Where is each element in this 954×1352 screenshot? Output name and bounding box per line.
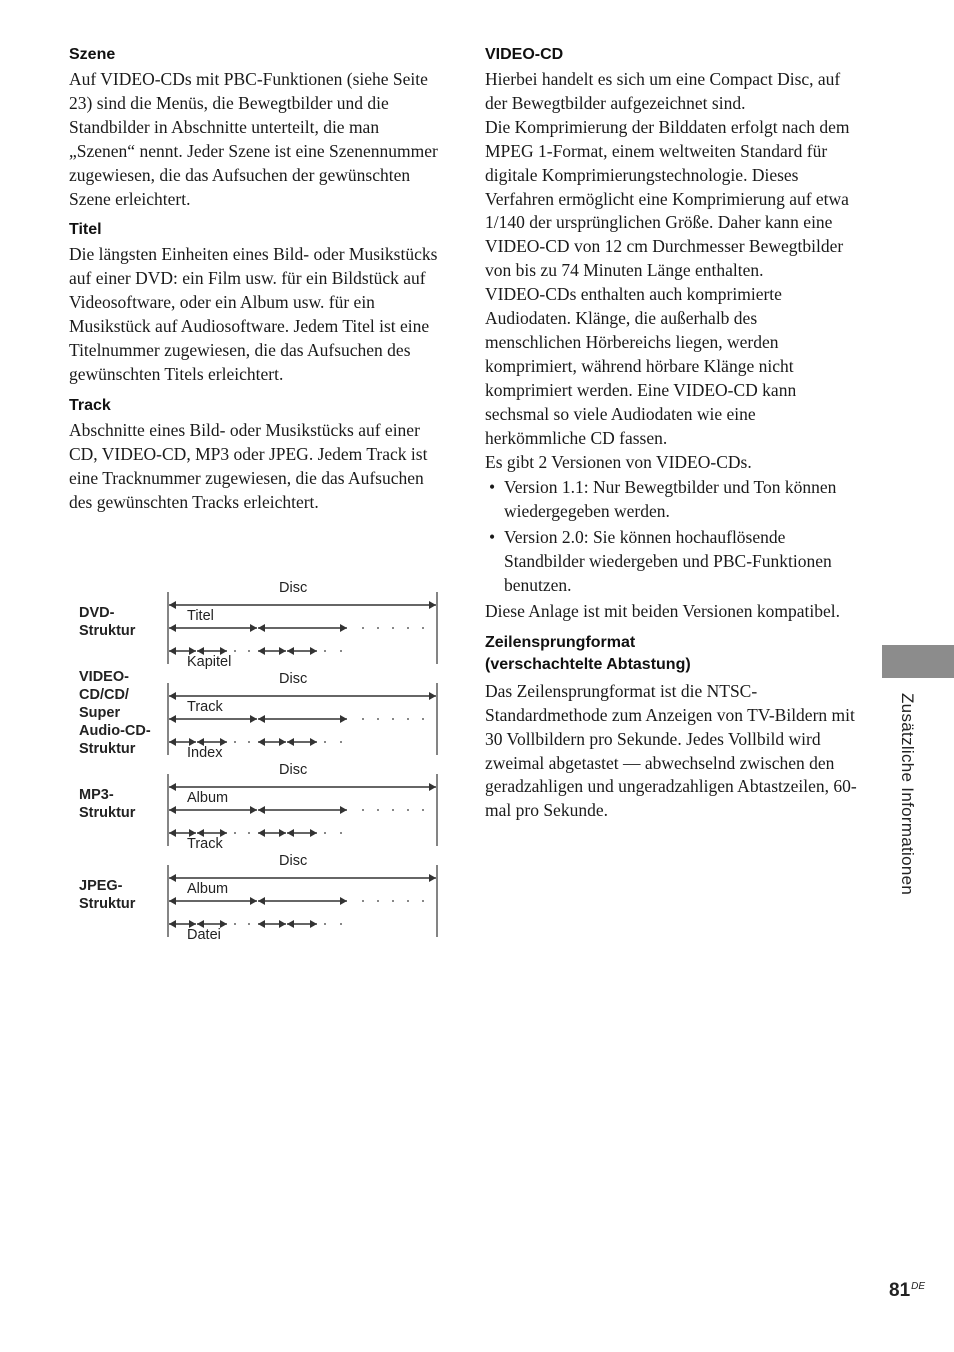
continuation-dots (377, 718, 379, 720)
continuation-dots (324, 741, 326, 743)
continuation-dots (234, 832, 236, 834)
version-list-item: • Version 2.0: Sie können hochauflösende Standbilder wiedergeben und PBC-Funktionen benutzen. (485, 526, 857, 598)
continuation-dots (340, 923, 342, 925)
bottom-arrow-arrow-right (310, 920, 317, 928)
videocd-closing: Diese Anlage ist mit beiden Versionen kompatibel. (485, 600, 840, 621)
disc-arrow-arrow-right (429, 783, 436, 791)
structure-label: VIDEO- (79, 669, 129, 685)
continuation-dots (234, 923, 236, 925)
continuation-dots (407, 900, 409, 902)
structure-label: Struktur (79, 741, 136, 757)
structure-label: Super (79, 705, 121, 721)
bottom-arrow-arrow-left (258, 920, 265, 928)
zeilensprung-text: Das Zeilensprungformat ist die NTSC-Standardmethode zum Anzeigen von TV-Bildern mit 30 Vollbildern pro Sekunde. Jedes Vollbild wird zweimal abgetastet — abwechselnd zwischen den geradzahligen und ungeradzahligen Abtastzeilen, 60-mal pro Sekunde. (485, 680, 857, 821)
continuation-dots (407, 809, 409, 811)
disc-label: Disc (279, 671, 308, 687)
disc-arrow-arrow-left (169, 874, 176, 882)
bottom-arrow-arrow-left (169, 829, 176, 837)
structure-label: MP3- (79, 787, 114, 803)
structure-label: Audio-CD- (79, 723, 151, 739)
continuation-dots (234, 741, 236, 743)
continuation-dots (407, 627, 409, 629)
bottom-arrow-arrow-left (169, 738, 176, 746)
continuation-dots (340, 832, 342, 834)
middle-arrow-arrow-right (340, 806, 347, 814)
disc-arrow-arrow-left (169, 783, 176, 791)
left-column (69, 44, 441, 515)
version-list-item: • Version 1.1: Nur Bewegtbilder und Ton können wiedergegeben werden. (485, 476, 857, 524)
middle-arrow-arrow-right (250, 897, 257, 905)
continuation-dots (377, 809, 379, 811)
continuation-dots (422, 718, 424, 720)
bottom-arrow-arrow-right (279, 738, 286, 746)
continuation-dots (422, 900, 424, 902)
continuation-dots (362, 900, 364, 902)
structure-label: DVD- (79, 605, 115, 621)
bottom-arrow-arrow-left (287, 920, 294, 928)
continuation-dots (248, 741, 250, 743)
continuation-dots (422, 627, 424, 629)
track-text: Abschnitte eines Bild- oder Musikstücks auf einer CD, VIDEO-CD, MP3 oder JPEG. Jedem Track ist eine Tracknummer zugewiesen, die das Aufsuchen des gewünschten Tracks erleichtert. (69, 419, 428, 512)
section-label: Zusätzliche Informationen (898, 693, 917, 896)
disc-arrow-arrow-left (169, 601, 176, 609)
disc-arrow-arrow-left (169, 692, 176, 700)
middle-arrow-arrow-left (169, 806, 176, 814)
middle-arrow-arrow-right (250, 715, 257, 723)
continuation-dots (340, 741, 342, 743)
structure-diagram (75, 578, 445, 948)
zeilensprung-heading-line1: Zeilensprungformat (485, 633, 636, 651)
videocd-paragraph: Es gibt 2 Versionen von VIDEO-CDs. (485, 451, 752, 472)
disc-arrow-arrow-right (429, 874, 436, 882)
titel-heading: Titel (69, 221, 102, 239)
level-label-middle: Track (187, 699, 223, 715)
continuation-dots (234, 650, 236, 652)
page-number-value: 81 (889, 1280, 911, 1301)
disc-label: Disc (279, 762, 308, 778)
disc-label: Disc (279, 580, 308, 596)
bottom-arrow-arrow-left (287, 829, 294, 837)
level-label-bottom: Kapitel (187, 654, 232, 670)
section-tab (882, 645, 954, 678)
disc-arrow-arrow-right (429, 601, 436, 609)
level-label-middle: Titel (187, 608, 214, 624)
middle-arrow-arrow-right (340, 715, 347, 723)
structure-label: CD/CD/ (79, 687, 129, 703)
continuation-dots (422, 809, 424, 811)
szene-heading: Szene (69, 46, 116, 63)
continuation-dots (362, 809, 364, 811)
level-label-bottom: Track (187, 836, 223, 852)
continuation-dots (362, 627, 364, 629)
continuation-dots (377, 627, 379, 629)
continuation-dots (392, 627, 394, 629)
structure-label: Struktur (79, 623, 136, 639)
structure-label: JPEG- (79, 878, 123, 894)
bottom-arrow-arrow-left (169, 920, 176, 928)
right-column (485, 44, 857, 823)
middle-arrow-arrow-right (250, 806, 257, 814)
videocd-heading: VIDEO-CD (485, 46, 564, 63)
continuation-dots (392, 900, 394, 902)
continuation-dots (248, 650, 250, 652)
continuation-dots (324, 650, 326, 652)
bottom-arrow-arrow-right (310, 829, 317, 837)
track-heading: Track (69, 396, 111, 414)
bottom-arrow-arrow-right (220, 920, 227, 928)
bottom-arrow-arrow-left (258, 829, 265, 837)
bottom-arrow-arrow-left (258, 738, 265, 746)
level-label-middle: Album (187, 790, 229, 806)
disc-label: Disc (279, 853, 308, 869)
continuation-dots (377, 900, 379, 902)
bottom-arrow-arrow-right (310, 738, 317, 746)
bottom-arrow-arrow-right (279, 920, 286, 928)
continuation-dots (392, 809, 394, 811)
middle-arrow-arrow-left (258, 897, 265, 905)
bottom-arrow-arrow-left (169, 647, 176, 655)
bottom-arrow-arrow-right (279, 829, 286, 837)
middle-arrow-arrow-left (169, 624, 176, 632)
version-list (485, 476, 857, 598)
middle-arrow-arrow-left (169, 715, 176, 723)
page-number (889, 1280, 925, 1302)
middle-arrow-arrow-left (169, 897, 176, 905)
level-label-middle: Album (187, 881, 229, 897)
continuation-dots (392, 718, 394, 720)
level-label-bottom: Datei (187, 927, 221, 943)
bottom-arrow-arrow-right (310, 647, 317, 655)
middle-arrow-arrow-right (340, 897, 347, 905)
structure-label: Struktur (79, 805, 136, 821)
level-label-bottom: Index (187, 745, 223, 761)
middle-arrow-arrow-left (258, 806, 265, 814)
continuation-dots (324, 832, 326, 834)
continuation-dots (248, 923, 250, 925)
bottom-arrow-arrow-left (287, 738, 294, 746)
videocd-paragraph: Die Komprimierung der Bilddaten erfolgt nach dem MPEG 1-Format, einem weltweiten Standard für digitale Komprimierungstechnologie. Dieses Verfahren ermöglicht eine Komprimierung auf etwa 1/140 der ursprünglichen Größe. Daher kann eine VIDEO-CD von 12 cm Durchmesser Bewegtbilder von bis zu 74 Minuten Länge enthalten. (485, 116, 850, 281)
videocd-paragraph: Hierbei handelt es sich um eine Compact Disc, auf der Bewegtbilder aufgezeichnet sind. (485, 69, 841, 113)
bottom-arrow-arrow-right (279, 647, 286, 655)
continuation-dots (248, 832, 250, 834)
zeilensprung-heading (485, 632, 857, 676)
zeilensprung-heading-line2: (verschachtelte Abtastung) (485, 655, 691, 673)
bottom-arrow-arrow-left (258, 647, 265, 655)
continuation-dots (407, 718, 409, 720)
bottom-arrow-arrow-left (287, 647, 294, 655)
titel-text: Die längsten Einheiten eines Bild- oder Musikstücks auf einer DVD: ein Film usw. für ein Bildstück auf Videosoftware, oder ein Album usw. für ein Musikstück auf Audiosoftware. Jedem Titel ist eine Titelnummer zugewiesen, die das Aufsuchen des gewünschten Titels erleichtert. (69, 244, 438, 384)
middle-arrow-arrow-left (258, 715, 265, 723)
middle-arrow-arrow-right (340, 624, 347, 632)
middle-arrow-arrow-left (258, 624, 265, 632)
videocd-paragraph: VIDEO-CDs enthalten auch komprimierte Audiodaten. Klänge, die außerhalb des menschlichen Hörbereichs liegen, werden komprimiert, während hörbare Klänge nicht komprimiert werden. Eine VIDEO-CD kann sechsmal so viele Audiodaten wie eine herkömmliche CD fassen. (485, 284, 797, 448)
page-number-suffix: DE (911, 1280, 926, 1292)
continuation-dots (340, 650, 342, 652)
structure-label: Struktur (79, 896, 136, 912)
structure-diagram-svg (75, 578, 445, 948)
disc-arrow-arrow-right (429, 692, 436, 700)
middle-arrow-arrow-right (250, 624, 257, 632)
continuation-dots (362, 718, 364, 720)
szene-text: Auf VIDEO-CDs mit PBC-Funktionen (siehe Seite 23) sind die Menüs, die Bewegtbilder und die Standbilder in Abschnitte unterteilt, die man „Szenen“ nennt. Jeder Szene ist eine Szenennummer zugewiesen, die das Aufsuchen der gewünschten Szene erleichtert. (69, 69, 438, 209)
continuation-dots (324, 923, 326, 925)
